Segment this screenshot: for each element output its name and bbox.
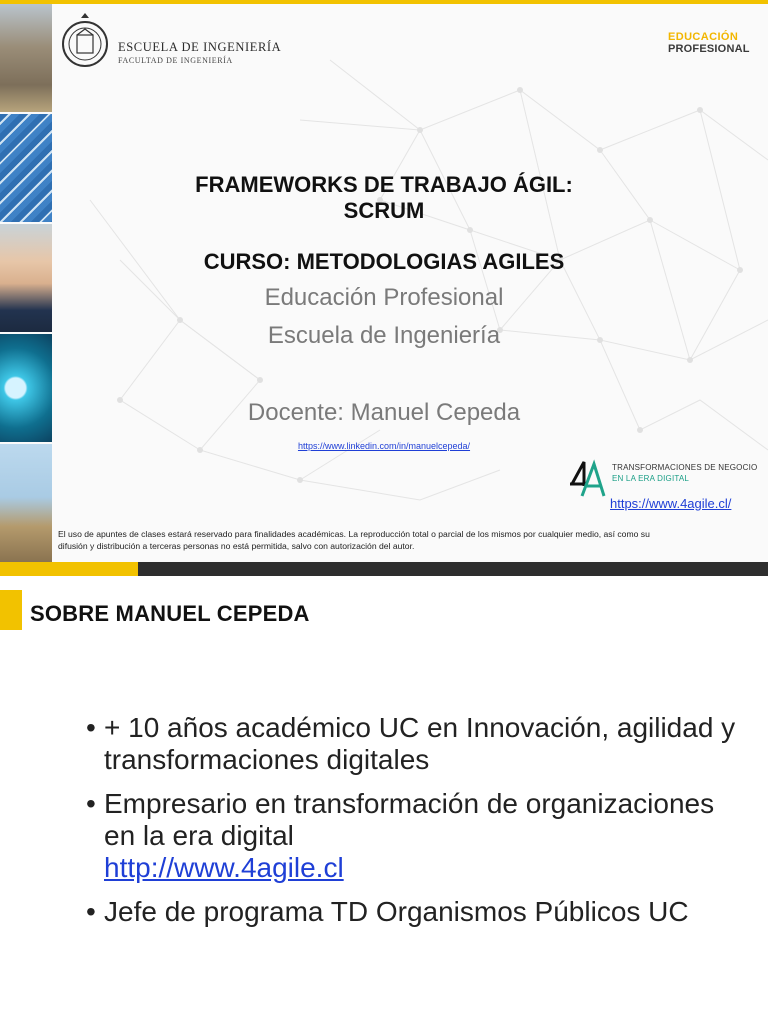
bullet-text: Jefe de programa TD Organismos Públicos UC — [104, 896, 689, 927]
title-accent — [0, 590, 22, 630]
slide-title-line2: SCRUM — [343, 198, 425, 223]
course-name: CURSO: METODOLOGIAS AGILES — [203, 249, 565, 274]
disclaimer-line1: El uso de apuntes de clases estará reservado para finalidades académicas. La reproducción total o parcial de los mismos por cualquier medio, así como su — [58, 529, 650, 539]
brand-line2: PROFESIONAL — [668, 43, 750, 55]
school-name: ESCUELA DE INGENIERÍA — [118, 40, 282, 54]
fouragile-logo-icon — [568, 456, 608, 500]
top-accent-bar — [0, 0, 768, 4]
bottom-bar — [0, 562, 768, 576]
bullet-dot: • — [86, 788, 96, 819]
subtitle-program: Educación Profesional — [264, 284, 504, 311]
mining-photo — [0, 4, 52, 112]
subtitle-school: Escuela de Ingeniería — [267, 322, 501, 349]
slide-title-line1: FRAMEWORKS DE TRABAJO ÁGIL: — [195, 172, 573, 197]
university-seal-icon — [60, 10, 110, 76]
person-photo — [0, 224, 52, 332]
faculty-name: FACULTAD DE INGENIERÍA — [118, 56, 233, 65]
university-logo — [60, 10, 280, 76]
bullet-item-business — [86, 788, 746, 884]
fouragile-tagline-1: TRANSFORMACIONES DE NEGOCIO — [612, 463, 758, 472]
bottom-bar-accent — [0, 562, 138, 576]
bullet-dot: • — [86, 896, 96, 927]
linkedin-link[interactable]: https://www.linkedin.com/in/manuelcepeda/ — [297, 441, 471, 451]
bullet-item-experience — [86, 712, 746, 776]
disclaimer-line2: difusión y distribución a terceras personas no está permitida, salvo con autorización del autor. — [58, 541, 415, 551]
bullet-text: Empresario en transformación de organizaciones en la era digital — [104, 788, 715, 851]
construction-photo — [0, 444, 52, 562]
bullet-link[interactable]: http://www.4agile.cl — [104, 852, 344, 883]
fouragile-link[interactable]: https://www.4agile.cl/ — [610, 496, 732, 511]
bullet-item-program-head — [86, 896, 746, 928]
bullet-text: + 10 años académico UC en Innovación, agilidad y transformaciones digitales — [104, 712, 736, 775]
about-slide — [0, 576, 768, 1024]
brand-line1: EDUCACIÓN — [668, 31, 739, 43]
about-title: SOBRE MANUEL CEPEDA — [30, 601, 310, 626]
bullet-dot: • — [86, 712, 96, 743]
instructor-name: Docente: Manuel Cepeda — [247, 399, 521, 426]
fouragile-tagline-2: EN LA ERA DIGITAL — [612, 474, 690, 483]
bullet-list — [86, 712, 746, 940]
photo-strip — [0, 4, 52, 562]
